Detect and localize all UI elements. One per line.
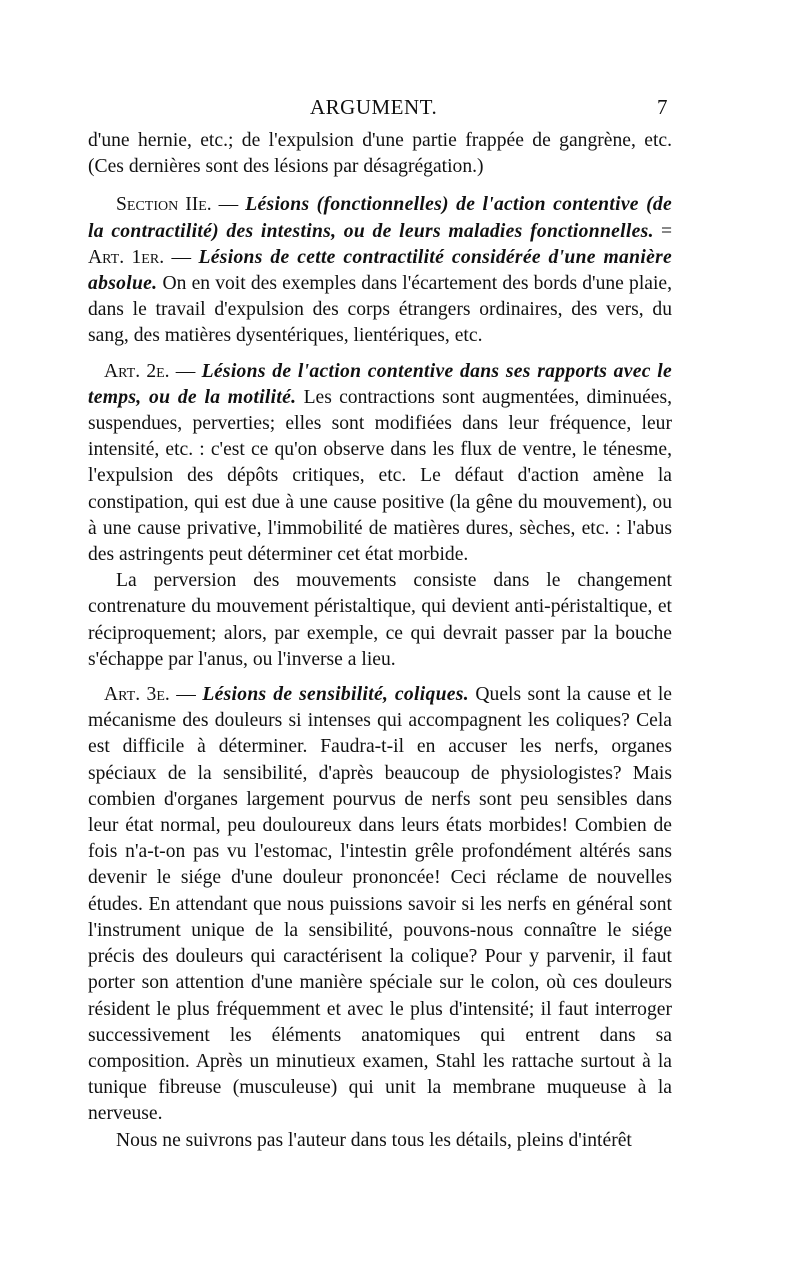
paragraph-final: Nous ne suivrons pas l'auteur dans tous les détails, pleins d'intérêt	[116, 1129, 632, 1151]
paragraph-section-2	[88, 192, 672, 349]
running-title: ARGUMENT.	[310, 95, 438, 119]
article-title: Lésions de sensibilité, coliques.	[202, 684, 469, 706]
dash: —	[211, 194, 246, 216]
section-title: Lésions (fonctionnelles) de l'action contentive (de la contractilité) des intestins, ou de leurs maladies fonctionnelles.	[88, 194, 672, 242]
article-title: Lésions de cette contractilité considérée d'une manière absolue.	[88, 246, 672, 295]
paragraph-text: On en voit des exemples dans l'écartement des bords d'une plaie, dans le travail d'expulsion des corps étrangers ordinaires, des vers, du sang, des matières dysentériques, lientériques, etc.	[88, 273, 672, 347]
section-label: Section IIe.	[116, 194, 212, 216]
article-label: Art. 2e.	[104, 360, 170, 382]
paragraph-text: Quels sont la cause et le mécanisme des douleurs si intenses qui accompagnent les coliques? Cela est difficile à déterminer. Faudra-t-il en accuser les nerfs, organes spéciaux de la sensibilité, d'après beaucoup de physiologistes? Mais combien d'organes largement pourvus de nerfs sont peu sensibles dans leur état normal, peu douloureux dans leurs états morbides! Combien de fois n'a-t-on pas vu l'estomac, l'intestin grêle profondément altérés sans devenir le siége d'une douleur prononcée! Ceci réclame de nouvelles études. En attendant que nous puissions savoir si les nerfs en général sont l'instrument unique de la sensibilité, pouvons-nous connaître le siége précis des douleurs qui caractérisent la colique? Pour y parvenir, il faut porter son attention d'une manière spéciale sur le colon, où ces douleurs résident le plus fréquemment et avec le plus d'intensité; il faut interroger successivement les éléments anatomiques qui entrent dans sa composition. Après un minutieux examen, Stahl les rattache surtout à la tunique fibreuse (musculeuse) qui unit la membrane muqueuse à la nerveuse.	[88, 684, 672, 1125]
running-header	[88, 95, 668, 125]
dash: —	[169, 360, 202, 382]
paragraph-perversion: La perversion des mouvements consiste dans le changement contrenature du mouvement péristaltique, qui devient anti-péristaltique, et réciproquement; alors, par exemple, ce qui devrait passer par la bouche s'échappe par l'anus, ou l'inverse a lieu.	[88, 570, 672, 670]
article-label: Art. 1er.	[88, 246, 165, 268]
article-title: Lésions de l'action contentive dans ses rapports avec le temps, ou de la motilité.	[88, 360, 673, 408]
page-body	[88, 128, 672, 1154]
dash: —	[164, 246, 199, 268]
paragraph-article-3	[88, 682, 672, 1127]
separator: =	[653, 220, 672, 242]
paragraph-text: Les contractions sont augmentées, diminuées, suspendues, perverties; elles sont modifiées dans leur fréquence, leur intensité, etc. : c'est ce qu'on observe dans les flux de ventre, le ténesme, l'expulsion des dépôts critiques, etc. Le défaut d'action amène la constipation, qui est due à une cause positive (la gêne du mouvement), ou à une cause privative, l'immobilité de matières dures, sèches, etc. : l'abus des astringents peut déterminer cet état morbide.	[88, 386, 672, 566]
paragraph-continuation: d'une hernie, etc.; de l'expulsion d'une partie frappée de gangrène, etc. (Ces dernières sont des lésions par désagrégation.)	[88, 130, 672, 178]
dash: —	[169, 684, 203, 706]
article-label: Art. 3e.	[104, 684, 170, 706]
paragraph-article-2	[88, 359, 672, 569]
page-number: 7	[657, 95, 668, 119]
